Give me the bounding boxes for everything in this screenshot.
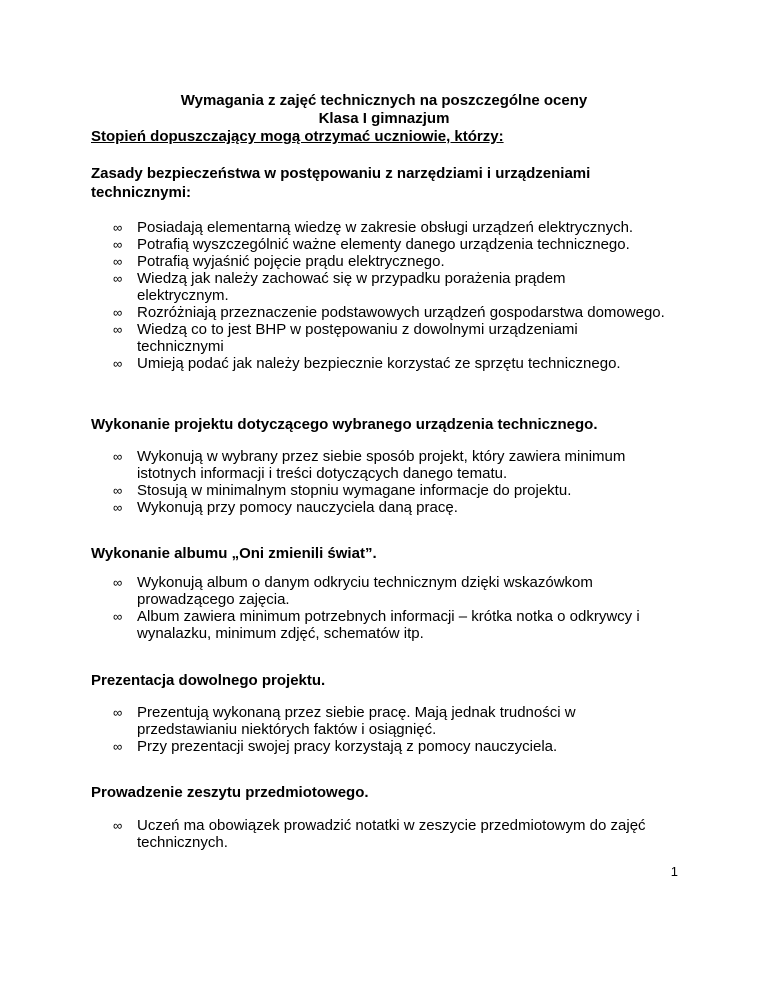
list-item: ∞ Uczeń ma obowiązek prowadzić notatki w zeszycie przedmiotowym do zajęć technicznych.: [113, 817, 646, 851]
bullet-icon: ∞: [113, 705, 123, 720]
bullet-icon: ∞: [113, 575, 123, 590]
grade-heading: Stopień dopuszczający mogą otrzymać uczniowie, którzy:: [91, 128, 504, 145]
list-item: ∞ Potrafią wyjaśnić pojęcie prądu elektrycznego.: [113, 253, 445, 270]
section-heading-presentation: Prezentacja dowolnego projektu.: [91, 672, 326, 689]
page-number: 1: [670, 864, 678, 879]
bullet-icon: ∞: [113, 609, 123, 624]
list-item: ∞ Wykonują album o danym odkryciu technicznym dzięki wskazówkom prowadzącego zajęcia.: [113, 574, 593, 608]
bullet-icon: ∞: [113, 271, 123, 286]
list-item: ∞ Rozróżniają przeznaczenie podstawowych urządzeń gospodarstwa domowego.: [113, 304, 665, 321]
section-heading-album: Wykonanie albumu „Oni zmienili świat”.: [91, 545, 377, 562]
bullet-icon: ∞: [113, 739, 123, 754]
bullet-icon: ∞: [113, 220, 123, 235]
project-list: [91, 448, 691, 516]
section-heading-notebook: Prowadzenie zeszytu przedmiotowego.: [91, 784, 369, 801]
list-item: ∞ Wiedzą jak należy zachować się w przypadku porażenia prądem elektrycznym.: [113, 270, 566, 304]
notebook-list: [91, 817, 691, 851]
bullet-icon: ∞: [113, 356, 123, 371]
bullet-icon: ∞: [113, 500, 123, 515]
list-item: ∞ Przy prezentacji swojej pracy korzystają z pomocy nauczyciela.: [113, 738, 558, 755]
list-item: ∞ Umieją podać jak należy bezpiecznie korzystać ze sprzętu technicznego.: [113, 355, 621, 372]
bullet-icon: ∞: [113, 449, 123, 464]
album-list: [91, 574, 691, 642]
section-heading-safety: Zasady bezpieczeństwa w postępowaniu z narzędziami i urządzeniami technicznymi:: [91, 165, 591, 201]
bullet-icon: ∞: [113, 254, 123, 269]
bullet-icon: ∞: [113, 818, 123, 833]
list-item: ∞ Wykonują w wybrany przez siebie sposób projekt, który zawiera minimum istotnych informacji i treści dotyczących danego tematu.: [113, 448, 626, 482]
list-item: ∞ Wiedzą co to jest BHP w postępowaniu z dowolnymi urządzeniami technicznymi: [113, 321, 578, 355]
bullet-icon: ∞: [113, 237, 123, 252]
bullet-icon: ∞: [113, 305, 123, 320]
list-item: ∞ Stosują w minimalnym stopniu wymagane informacje do projektu.: [113, 482, 572, 499]
list-item: ∞ Potrafią wyszczególnić ważne elementy danego urządzenia technicznego.: [113, 236, 630, 253]
list-item: ∞ Album zawiera minimum potrzebnych informacji – krótka notka o odkrywcy i wynalazku, minimum zdjęć, schematów itp.: [113, 608, 640, 642]
list-item: ∞ Prezentują wykonaną przez siebie pracę. Mają jednak trudności w przedstawianiu niektórych faktów i osiągnięć.: [113, 704, 576, 738]
bullet-icon: ∞: [113, 322, 123, 337]
document-subtitle: Klasa I gimnazjum: [318, 110, 450, 127]
section-heading-project: Wykonanie projektu dotyczącego wybranego urządzenia technicznego.: [91, 416, 598, 433]
document-title: Wymagania z zajęć technicznych na poszczególne oceny: [180, 92, 588, 109]
list-item: ∞ Posiadają elementarną wiedzę w zakresie obsługi urządzeń elektrycznych.: [113, 219, 634, 236]
safety-list: [91, 219, 691, 372]
bullet-icon: ∞: [113, 483, 123, 498]
presentation-list: [91, 704, 691, 755]
list-item: ∞ Wykonują przy pomocy nauczyciela daną pracę.: [113, 499, 458, 516]
